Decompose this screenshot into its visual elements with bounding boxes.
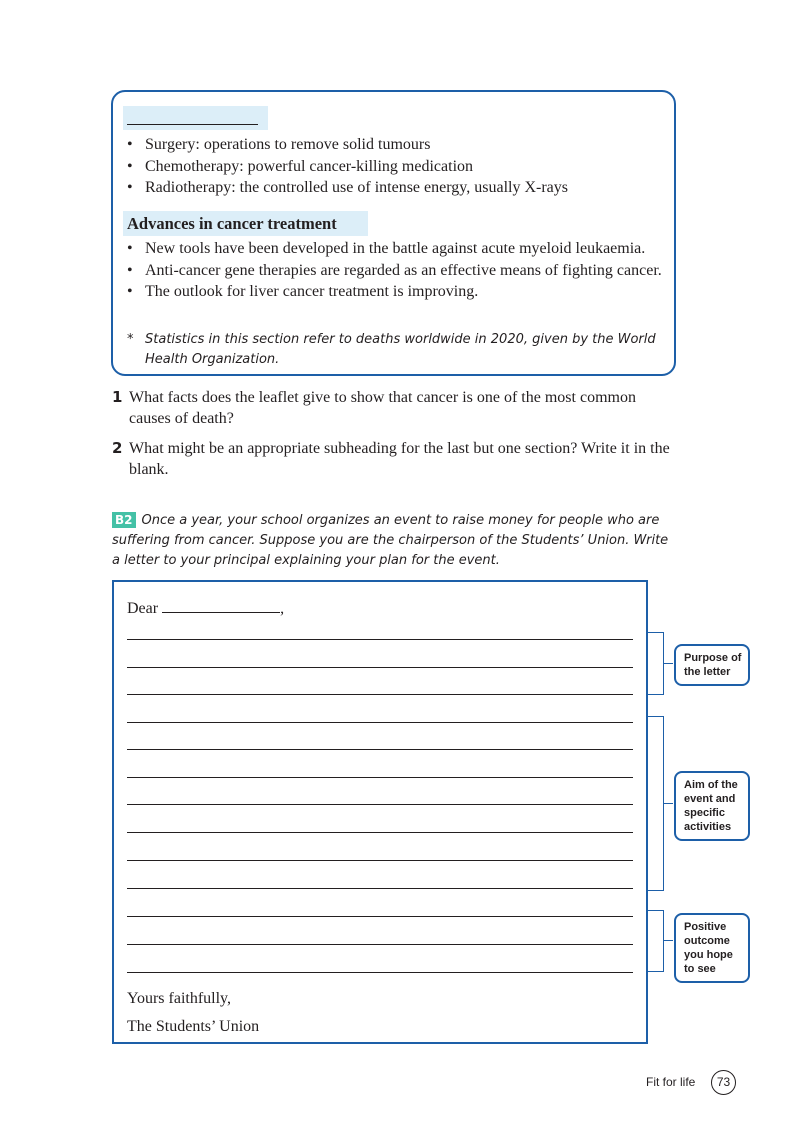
tip-purpose: Purpose of the letter: [674, 644, 750, 686]
writing-line[interactable]: [127, 667, 633, 668]
question-text: What facts does the leaflet give to show that cancer is one of the most common causes of death?: [129, 389, 636, 427]
footnote-mark: *: [127, 332, 134, 347]
writing-line[interactable]: [127, 832, 633, 833]
list-item: • The outlook for liver cancer treatment is improving.: [127, 281, 672, 303]
question-item: [112, 387, 677, 429]
writing-line[interactable]: [127, 694, 633, 695]
writing-line[interactable]: [127, 777, 633, 778]
leaflet-box: [111, 90, 676, 376]
aim-bracket: [648, 716, 664, 891]
outcome-bracket: [648, 910, 664, 972]
writing-line[interactable]: [127, 972, 633, 973]
advances-heading: Advances in cancer treatment: [123, 211, 368, 236]
closing: Yours faithfully,: [127, 990, 232, 1007]
writing-task: [112, 511, 677, 571]
task-badge: B2: [112, 512, 136, 528]
writing-line[interactable]: [127, 722, 633, 723]
list-item: • New tools have been developed in the battle against acute myeloid leukaemia.: [127, 238, 672, 260]
outcome-bracket-stem: [664, 940, 673, 941]
list-item: • Chemotherapy: powerful cancer-killing medication: [127, 156, 568, 178]
writing-line[interactable]: [127, 888, 633, 889]
unit-title: Fit for life: [646, 1075, 696, 1089]
question-number: 2: [112, 439, 123, 457]
subheading-answer-line: [127, 124, 258, 125]
aim-bracket-stem: [664, 803, 673, 804]
advances-list: [127, 238, 672, 303]
writing-line[interactable]: [127, 916, 633, 917]
tip-aim: Aim of the event and specific activities: [674, 771, 750, 841]
letter-box: [112, 580, 648, 1044]
question-item: [112, 438, 677, 480]
tip-outcome: Positive outcome you hope to see: [674, 913, 750, 983]
question-text: What might be an appropriate subheading for the last but one section? Write it in the blank.: [129, 440, 670, 478]
footnote-text: Statistics in this section refer to deaths worldwide in 2020, given by the World Health Organization.: [145, 332, 656, 367]
purpose-bracket: [648, 632, 664, 695]
footnote: [127, 330, 667, 370]
question-list: [112, 387, 677, 489]
list-item: • Surgery: operations to remove solid tumours: [127, 134, 568, 156]
page-number: 73: [711, 1070, 736, 1095]
list-item: • Anti-cancer gene therapies are regarded as an effective means of fighting cancer.: [127, 260, 672, 282]
writing-line[interactable]: [127, 749, 633, 750]
writing-line[interactable]: [127, 639, 633, 640]
salutation: [127, 599, 284, 619]
salutation-word: Dear: [127, 600, 159, 617]
salutation-comma: ,: [280, 600, 285, 617]
task-instructions: Once a year, your school organizes an event to raise money for people who are suffering from cancer. Suppose you are the chairperson of the Students’ Union. Write a letter to your principal explaining your plan for the event.: [112, 513, 669, 568]
blank-subheading[interactable]: [123, 106, 268, 130]
question-number: 1: [112, 388, 123, 406]
signature: The Students’ Union: [127, 1018, 260, 1035]
treatment-list: [127, 134, 568, 199]
list-item: • Radiotherapy: the controlled use of intense energy, usually X-rays: [127, 177, 568, 199]
writing-line[interactable]: [127, 944, 633, 945]
recipient-blank[interactable]: [162, 599, 280, 613]
purpose-bracket-stem: [664, 663, 673, 664]
writing-line[interactable]: [127, 804, 633, 805]
writing-line[interactable]: [127, 860, 633, 861]
